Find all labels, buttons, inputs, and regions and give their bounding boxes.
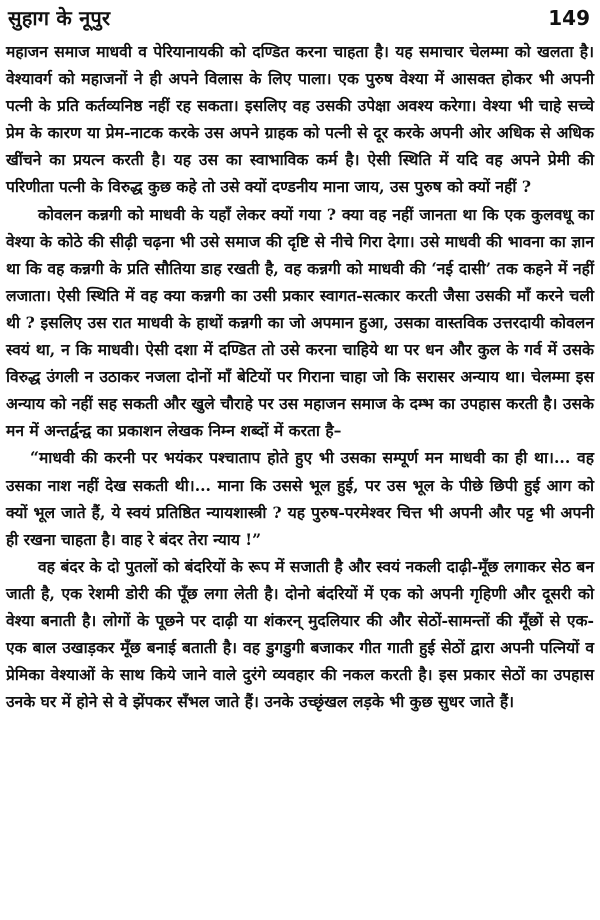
- page-number: 149: [548, 6, 590, 30]
- running-title: सुहाग के नूपुर: [8, 6, 111, 30]
- paragraph-4: वह बंदर के दो पुतलों को बंदरियों के रूप में सजाती है और स्वयं नकली दाढ़ी-मूँछ लगाकर सेठ बन जाती है, एक रेशमी डोरी की पूँछ लगा लेती है। दोनो बंदरियों में एक को अपनी गृहिणी और दूसरी को वेश्या बनाती है। लोगों के पूछने पर दाढ़ी या शंकरन् मुदलियार की और सेठों-सामन्तों की मूँछों से एक-एक बाल उखाड़कर मूँछ बनाई बताती है। वह डुगडुगी बजाकर गीत गाती हुई सेठों द्वारा अपनी पत्नियों व प्रेमिका वेश्याओं के साथ किये जाने वाले दुरंगे व्यवहार की नकल करती है। इस प्रकार सेठों का उपहास उनके घर में होने से वे झेंपकर सँभल जाते हैं। उनके उच्छृंखल लड़के भी कुछ सुधर जाते हैं।: [6, 556, 594, 712]
- block-quote: “माधवी की करनी पर भयंकर पश्चाताप होते हुए भी उसका सम्पूर्ण मन माधवी का ही था।... वह उसका नाश नहीं देख सकती थी।... माना कि उससे भूल हुई, पर उस भूल के पीछे छिपी हुई आग को क्यों भूल जाते हैं, ये स्वयं प्रतिष्ठित न्यायशास्त्री ? यह पुरुष-परमेश्वर चित्त भी अपनी और पट्ट भी अपनी ही रखना चाहता है। वाह रे बंदर तेरा न्याय !”: [6, 448, 594, 549]
- page-header: [6, 4, 594, 38]
- paragraph-1: महाजन समाज माधवी व पेरियानायकी को दण्डित करना चाहता है। यह समाचार चेलम्मा को खलता है। वेश्यावर्ग को महाजनों ने ही अपने विलास के लिए पाला। एक पुरुष वेश्या में आसक्त होकर भी अपनी पत्नी के प्रति कर्तव्यनिष्ठ नहीं रह सकता। इसलिए वह उसकी उपेक्षा अवश्य करेगा। वेश्या भी चाहे सच्चे प्रेम के कारण या प्रेम-नाटक करके उस अपने ग्राहक को पत्नी से दूर करके अपनी ओर अधिक से अधिक खींचने का प्रयत्न करती है। यह उस का स्वाभाविक कर्म है। ऐसी स्थिति में यदि वह अपने प्रेमी की परिणीता पत्नी के विरुद्ध कुछ कहे तो उसे क्यों दण्डनीय माना जाय, उस पुरुष को क्यों नहीं ?: [6, 42, 594, 197]
- page-body: [6, 38, 594, 715]
- paragraph-2: कोवलन कन्नगी को माधवी के यहाँ लेकर क्यों गया ? क्या वह नहीं जानता था कि एक कुलवधू का वेश्या के कोठे की सीढ़ी चढ़ना भी उसे समाज की दृष्टि से नीचे गिरा देगा। उसे माधवी की भावना का ज्ञान था कि वह कन्नगी के प्रति सौतिया डाह रखती है, वह कन्नगी को माधवी की ‘नई दासी’ तक कहने में नहीं लजाता। ऐसी स्थिति में वह क्या कन्नगी का उसी प्रकार स्वागत-सत्कार करती जैसा उसकी माँ करने चली थी ? इसलिए उस रात माधवी के हाथों कन्नगी का जो अपमान हुआ, उसका वास्तविक उत्तरदायी कोवलन स्वयं था, न कि माधवी। ऐसी दशा में दण्डित तो उसे करना चाहिये था पर धन और कुल के गर्व में उसके विरुद्ध उंगली न उठाकर नजला दोनों माँ बेटियों पर गिराना चाहा जो कि सरासर अन्याय था। चेलम्मा इस अन्याय को नहीं सह सकती और खुले चौराहे पर उस महाजन समाज के दम्भ का उपहास करती है। उसके मन में अन्तर्द्वन्द्व का प्रकाशन लेखक निम्न शब्दों में करता है–: [6, 204, 594, 441]
